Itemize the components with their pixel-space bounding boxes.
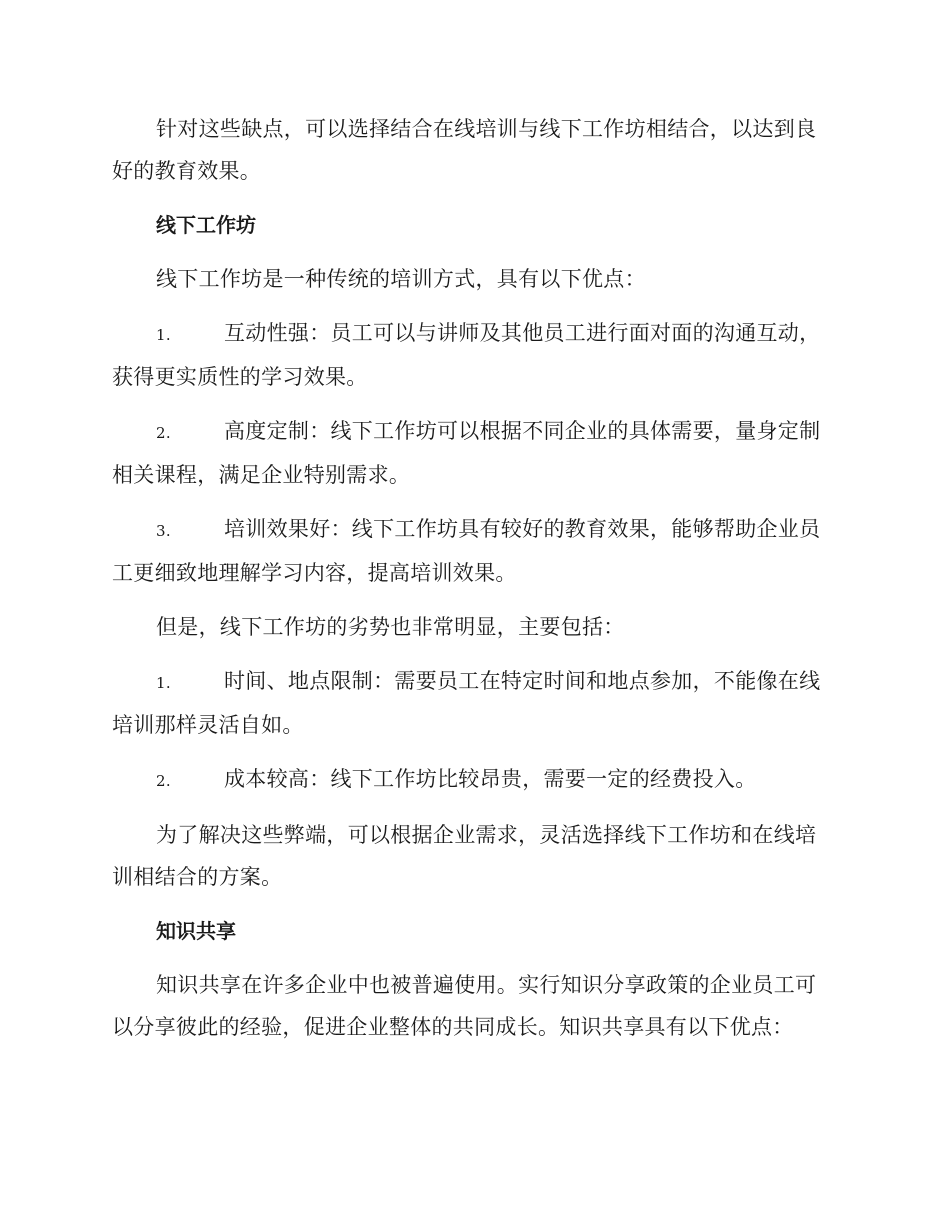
list-number: 1. xyxy=(156,326,171,344)
list-number: 1. xyxy=(156,674,171,692)
list-item xyxy=(112,508,834,594)
list-item-text: 高度定制：线下工作坊可以根据不同企业的具体需要，量身定制相关课程，满足企业特别需求。 xyxy=(112,419,821,487)
list-item-text: 培训效果好：线下工作坊具有较好的教育效果，能够帮助企业员工更细致地理解学习内容，提高培训效果。 xyxy=(112,517,821,585)
list-number: 3. xyxy=(156,522,171,540)
list-item-text: 时间、地点限制：需要员工在特定时间和地点参加，不能像在线培训那样灵活自如。 xyxy=(112,669,821,737)
paragraph-intro: 针对这些缺点，可以选择结合在线培训与线下工作坊相结合，以达到良好的教育效果。 xyxy=(112,117,817,183)
list-item xyxy=(112,410,834,496)
paragraph-solution: 为了解决这些弊端，可以根据企业需求，灵活选择线下工作坊和在线培训相结合的方案。 xyxy=(112,823,817,889)
document-page xyxy=(112,108,834,1060)
list-item-text: 成本较高：线下工作坊比较昂贵，需要一定的经费投入。 xyxy=(224,767,757,791)
paragraph-disadvantages-intro: 但是，线下工作坊的劣势也非常明显，主要包括： xyxy=(156,615,625,639)
section-heading-offline-workshop: 线下工作坊 xyxy=(156,213,256,237)
section-heading-knowledge-sharing: 知识共享 xyxy=(156,919,236,943)
list-item xyxy=(112,660,834,746)
list-item xyxy=(112,758,834,802)
list-item xyxy=(112,312,834,398)
list-item-text: 互动性强：员工可以与讲师及其他员工进行面对面的沟通互动，获得更实质性的学习效果。 xyxy=(112,321,821,389)
paragraph-workshop-intro: 线下工作坊是一种传统的培训方式，具有以下优点： xyxy=(156,267,646,291)
list-number: 2. xyxy=(156,772,171,790)
paragraph-knowledge-sharing: 知识共享在许多企业中也被普遍使用。实行知识分享政策的企业员工可以分享彼此的经验，促进企业整体的共同成长。知识共享具有以下优点： xyxy=(112,973,817,1039)
list-number: 2. xyxy=(156,424,171,442)
